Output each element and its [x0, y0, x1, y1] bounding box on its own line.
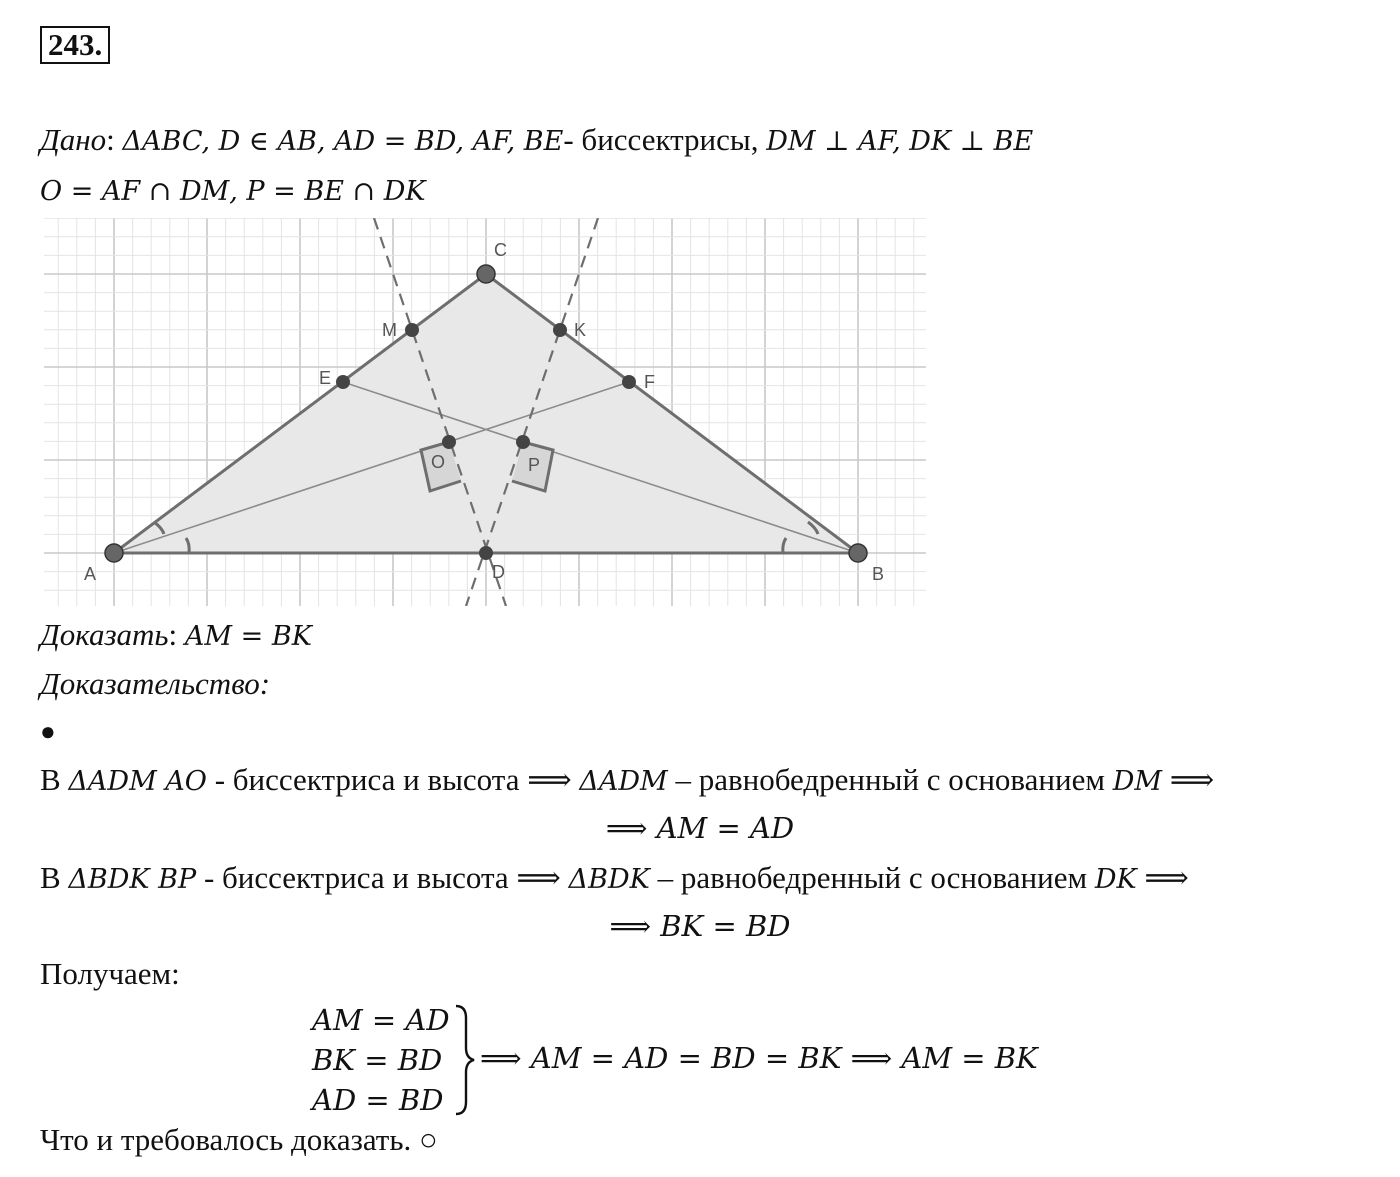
- bullet: ●: [40, 717, 56, 746]
- given-math-2: O = AF ∩ DM, P = BE ∩ DK: [40, 176, 426, 207]
- proof-label: Доказательство:: [40, 666, 271, 701]
- point-e: [336, 375, 350, 389]
- system-eq-2: BK = BD: [312, 1043, 443, 1077]
- point-o: [442, 435, 456, 449]
- system-eq-1: AM = AD: [312, 1003, 450, 1037]
- proof-step-2-result: [0, 906, 1400, 946]
- given-line-2: [40, 170, 426, 212]
- right-brace: [452, 1004, 476, 1116]
- label-b: B: [872, 564, 885, 584]
- step1-text-b: – равнобедренный с основанием: [667, 762, 1113, 797]
- geometry-figure: [44, 218, 926, 606]
- step2-text-b: – равнобедренный с основанием: [649, 860, 1095, 895]
- proof-step-1-result: [0, 808, 1400, 848]
- label-c: C: [494, 240, 507, 260]
- step1-text-c: ⟹: [1162, 762, 1215, 797]
- given-text: - биссектрисы,: [563, 122, 767, 157]
- point-b: [849, 544, 867, 562]
- step1-prefix: В: [40, 762, 69, 797]
- conclusion-text: ⟹ AM = AD = BD = BK ⟹ AM = BK: [480, 1041, 1038, 1075]
- point-p: [516, 435, 530, 449]
- step1-result: ⟹ AM = AD: [605, 811, 795, 845]
- label-d: D: [492, 562, 505, 582]
- proof-step-1: [40, 760, 1214, 802]
- step2-text-a: - биссектриса и высота ⟹: [196, 860, 569, 895]
- problem-number: 243.: [40, 26, 110, 64]
- point-a: [105, 544, 123, 562]
- given-line-1: Дано: ΔABC, D ∈ AB, AD = BD, AF, BE- биссектрисы, DM ⊥ AF, DK ⊥ BE: [40, 122, 1034, 157]
- equation-system: [312, 1000, 450, 1120]
- proof-step-2: [40, 858, 1189, 900]
- label-o: O: [431, 452, 446, 472]
- label-m: M: [382, 320, 397, 340]
- prove-line: Доказать: AM = BK: [40, 617, 312, 652]
- given-math-a: ΔABC, D ∈ AB, AD = BD, AF, BE: [122, 126, 564, 157]
- point-m: [405, 323, 419, 337]
- step2-result: ⟹ BK = BD: [609, 909, 791, 943]
- step2-math-b: ΔBDK: [568, 864, 650, 895]
- given-math-c: DM ⊥ AF, DK ⊥ BE: [766, 126, 1034, 157]
- label-f: F: [644, 372, 655, 392]
- label-e: E: [319, 368, 332, 388]
- prove-statement: AM = BK: [184, 621, 312, 652]
- step2-text-c: ⟹: [1136, 860, 1189, 895]
- given-label: Дано: [40, 122, 107, 157]
- end-statement: Что и требовалось доказать. ○: [40, 1122, 438, 1157]
- step2-math-c: DK: [1094, 864, 1137, 895]
- step1-math-c: DM: [1112, 766, 1163, 797]
- step1-text-a: - биссектриса и высота ⟹: [206, 762, 580, 797]
- label-k: K: [574, 320, 587, 340]
- step2-math-a: ΔBDK BP: [68, 864, 197, 895]
- step2-prefix: В: [40, 860, 69, 895]
- system-eq-3: AD = BD: [312, 1083, 444, 1117]
- point-f: [622, 375, 636, 389]
- point-d: [479, 546, 493, 560]
- point-k: [553, 323, 567, 337]
- conclusion: [480, 1038, 1038, 1084]
- label-a: A: [84, 564, 97, 584]
- prove-label: Доказать: [40, 617, 169, 652]
- point-c: [477, 265, 495, 283]
- get-label: Получаем:: [40, 956, 180, 991]
- step1-math-a: ΔADM AO: [68, 766, 207, 797]
- step1-math-b: ΔADM: [579, 766, 668, 797]
- label-p: P: [528, 455, 541, 475]
